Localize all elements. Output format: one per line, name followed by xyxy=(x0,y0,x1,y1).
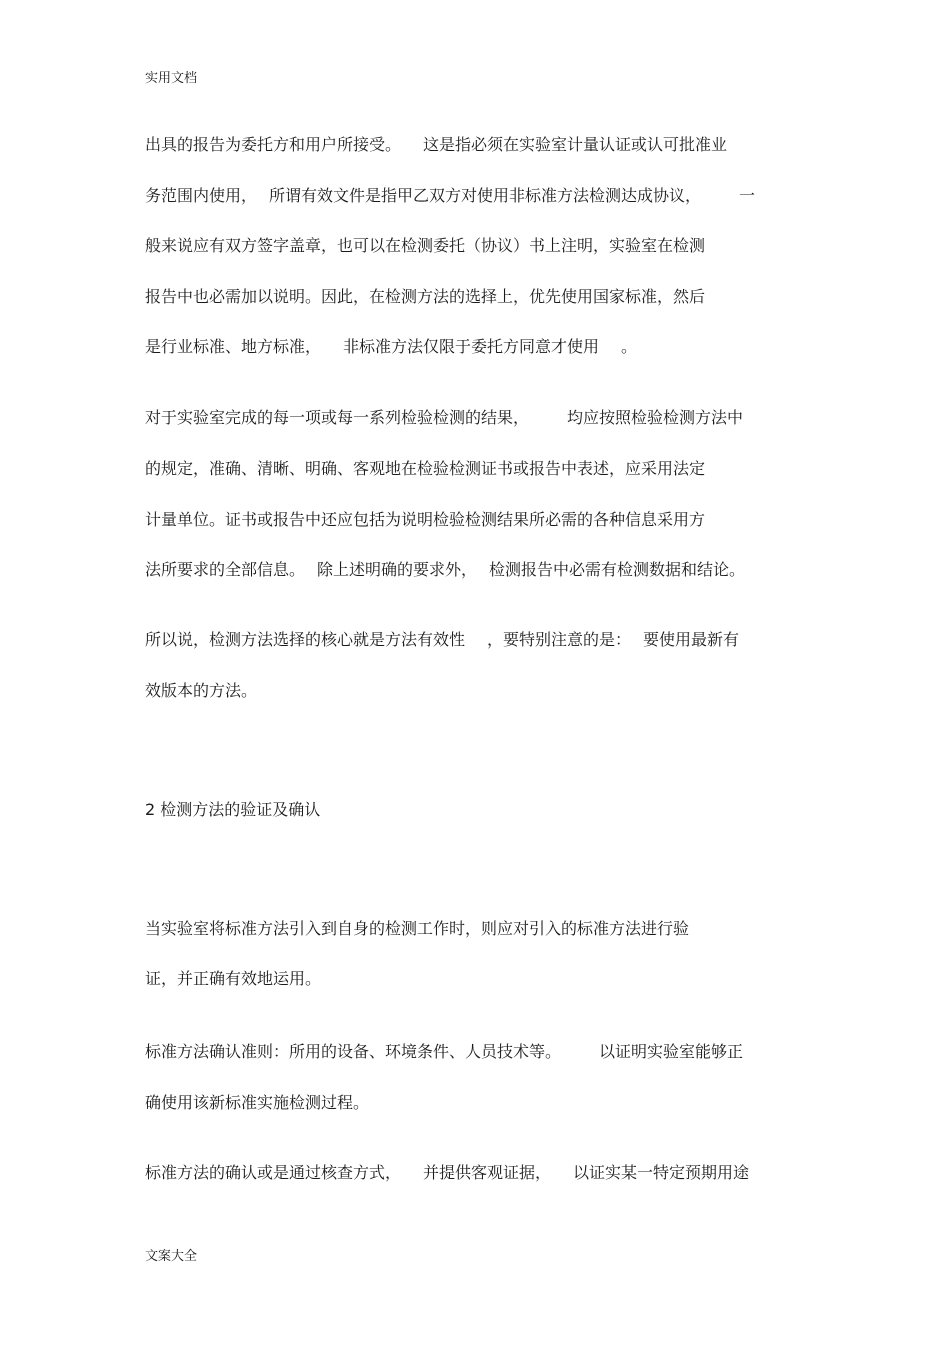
text-segment: 对于实验室完成的每一项或每一系列检验检测的结果， xyxy=(145,408,530,427)
text-segment: 要使用最新有 xyxy=(643,630,740,649)
paragraph-1-line-4: 报告中也必需加以说明。因此，在检测方法的选择上，优先使用国家标准，然后 xyxy=(145,287,706,306)
page-footer-label: 文案大全 xyxy=(145,1249,198,1264)
text-segment: 这是指必须在实验室计量认证或认可批准业 xyxy=(423,135,728,154)
text-segment: 。 xyxy=(621,337,638,356)
text-segment: 所谓有效文件是指甲乙双方对使用非标准方法检测达成协议， xyxy=(269,186,702,205)
text-segment: 标准方法的确认或是通过核查方式， xyxy=(145,1163,402,1182)
text-segment: 出具的报告为委托方和用户所接受。 xyxy=(145,135,402,154)
paragraph-3-line-2: 效版本的方法。 xyxy=(145,681,258,700)
text-segment: 并提供客观证据， xyxy=(423,1163,552,1182)
paragraph-1-line-3: 般来说应有双方签字盖章，也可以在检测委托（协议）书上注明，实验室在检测 xyxy=(145,236,706,255)
paragraph-1-line-2 xyxy=(145,185,755,207)
paragraph-2-line-4 xyxy=(145,559,745,581)
section-heading: 2 检测方法的验证及确认 xyxy=(145,800,321,819)
text-segment: ，要特别注意的是： xyxy=(487,630,632,649)
text-segment: 一 xyxy=(739,186,756,205)
text-segment: 务范围内使用， xyxy=(145,186,258,205)
text-segment: 非标准方法仅限于委托方同意才使用 xyxy=(343,337,600,356)
paragraph-5-line-2: 确使用该新标准实施检测过程。 xyxy=(145,1093,370,1112)
paragraph-5-line-1 xyxy=(145,1041,743,1063)
text-segment: 所以说，检测方法选择的核心就是方法有效性 xyxy=(145,630,466,649)
text-segment: 是行业标准、地方标准， xyxy=(145,337,322,356)
paragraph-4-line-1: 当实验室将标准方法引入到自身的检测工作时，则应对引入的标准方法进行验 xyxy=(145,919,690,938)
paragraph-4-line-2: 证，并正确有效地运用。 xyxy=(145,969,322,988)
text-segment: 以证明实验室能够正 xyxy=(599,1042,744,1061)
text-segment: 法所要求的全部信息。 xyxy=(145,560,306,579)
paragraph-1-line-5 xyxy=(145,336,637,358)
page-header-label: 实用文档 xyxy=(145,71,198,86)
text-segment: 除上述明确的要求外， xyxy=(317,560,478,579)
paragraph-3-line-1 xyxy=(145,629,739,651)
paragraph-2-line-3: 计量单位。证书或报告中还应包括为说明检验检测结果所必需的各种信息采用方 xyxy=(145,510,706,529)
text-segment: 均应按照检验检测方法中 xyxy=(567,408,744,427)
paragraph-1-line-1 xyxy=(145,134,727,156)
text-segment: 标准方法确认准则：所用的设备、环境条件、人员技术等。 xyxy=(145,1042,562,1061)
paragraph-2-line-1 xyxy=(145,407,743,429)
paragraph-2-line-2: 的规定，准确、清晰、明确、客观地在检验检测证书或报告中表述，应采用法定 xyxy=(145,459,706,478)
text-segment: 以证实某一特定预期用途 xyxy=(573,1163,750,1182)
paragraph-6-line-1 xyxy=(145,1162,749,1184)
text-segment: 检测报告中必需有检测数据和结论。 xyxy=(489,560,746,579)
